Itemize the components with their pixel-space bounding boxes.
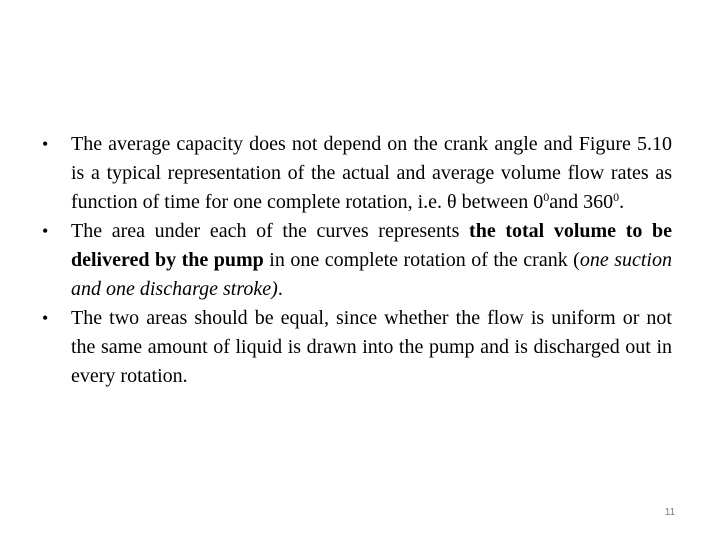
bullet-text: . bbox=[277, 278, 283, 300]
bullet-text: . bbox=[619, 191, 625, 213]
bullet-icon: • bbox=[42, 308, 49, 328]
bullet-text: The area under each of the curves represents bbox=[71, 220, 470, 242]
bullet-icon: • bbox=[42, 221, 49, 241]
degree-superscript: 0 bbox=[543, 190, 550, 204]
bullet-item-equal-areas bbox=[42, 304, 672, 391]
italic-emphasis: one suction and one discharge stroke) bbox=[71, 249, 672, 300]
degree-superscript: 0 bbox=[613, 190, 620, 204]
bullet-text: and 360 bbox=[549, 191, 614, 213]
bullet-icon: • bbox=[42, 134, 49, 154]
bullet-item-capacity bbox=[42, 130, 672, 217]
page-number: 11 bbox=[664, 507, 676, 518]
bold-emphasis: the total volume to be delivered by the pump bbox=[71, 220, 672, 271]
bullet-list bbox=[42, 130, 672, 391]
bullet-text: in one complete rotation of the crank ( bbox=[263, 249, 580, 271]
bullet-text: The two areas should be equal, since whether the flow is uniform or not the same amount of liquid is drawn into the pump and is discharged out in every rotation. bbox=[71, 307, 672, 387]
bullet-text: The average capacity does not depend on the crank angle and Figure 5.10 is a typical representation of the actual and average volume flow rates as function of time for one complete rotation, i.e. θ between 0 bbox=[71, 133, 672, 213]
bullet-item-area bbox=[42, 217, 672, 304]
